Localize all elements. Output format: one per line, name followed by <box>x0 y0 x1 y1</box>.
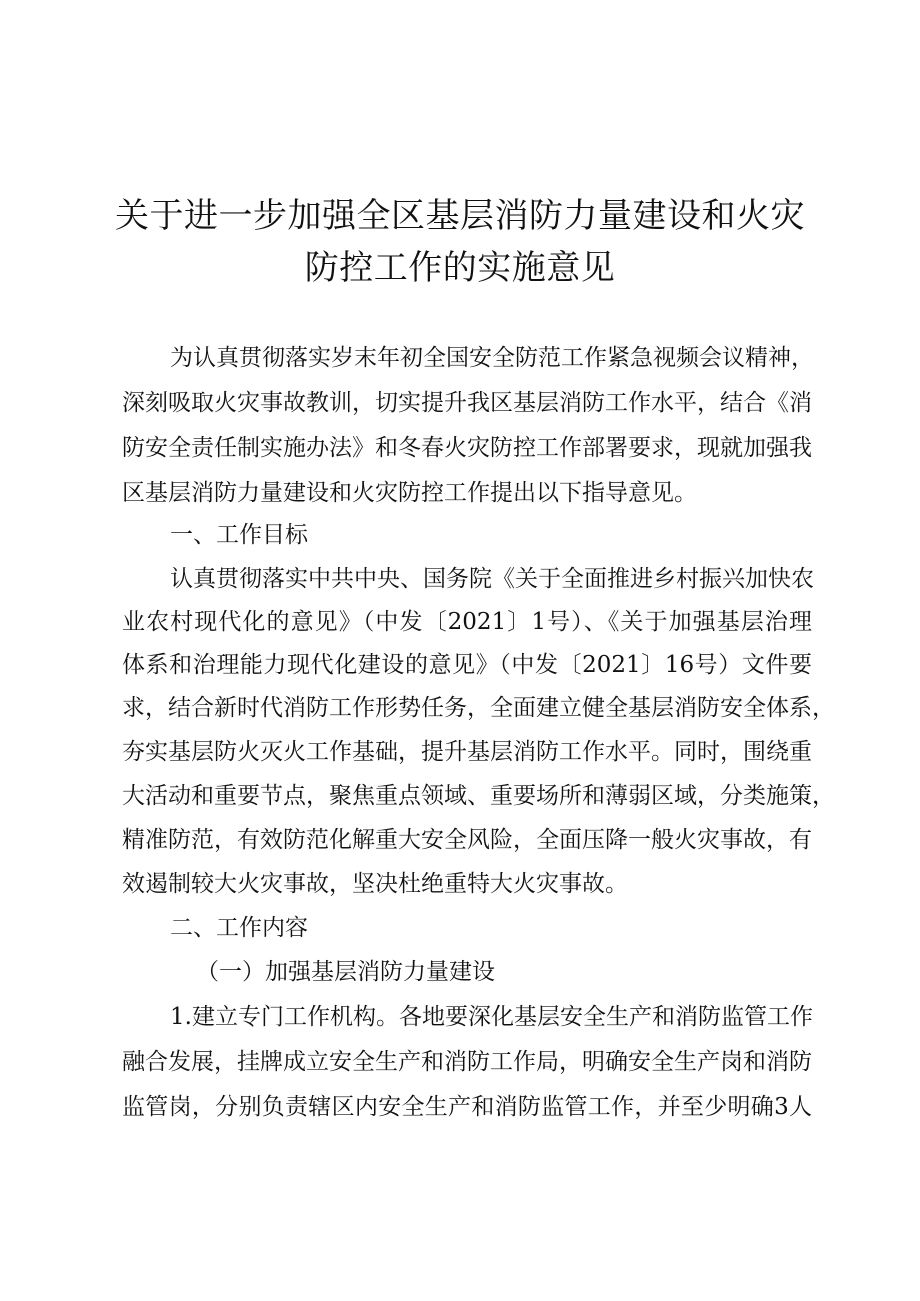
subsection-heading: （一）加强基层消防力量建设 <box>196 959 495 985</box>
intro-paragraph-line: 为认真贯彻落实岁末年初全国安全防范工作紧急视频会议精神， <box>170 345 814 371</box>
intro-paragraph-line: 深刻吸取火灾事故教训，切实提升我区基层消防工作水平，结合《消 <box>122 390 812 416</box>
item1-paragraph-line: 融合发展，挂牌成立安全生产和消防工作局，明确安全生产岗和消防 <box>122 1049 812 1075</box>
section1-paragraph-line: 体系和治理能力现代化建设的意见》（中发〔2021〕16号）文件要 <box>122 652 812 678</box>
section1-paragraph-line: 夯实基层防火灭火工作基础，提升基层消防工作水平。同时，围绕重 <box>122 739 812 765</box>
section1-paragraph-line: 认真贯彻落实中共中央、国务院《关于全面推进乡村振兴加快农 <box>170 566 814 592</box>
section-heading-work-goal: 一、工作目标 <box>170 522 308 548</box>
item1-paragraph-line: 1.建立专门工作机构。各地要深化基层安全生产和消防监管工作 <box>170 1004 813 1030</box>
section1-paragraph-line: 业农村现代化的意见》（中发〔2021〕1号）、《关于加强基层治理 <box>122 609 812 635</box>
section1-paragraph-line: 求，结合新时代消防工作形势任务，全面建立健全基层消防安全体系， <box>122 695 835 721</box>
item1-paragraph-line: 监管岗，分别负责辖区内安全生产和消防监管工作，并至少明确3人 <box>122 1094 812 1120</box>
intro-paragraph-line: 防安全责任制实施办法》和冬春火灾防控工作部署要求，现就加强我 <box>122 435 812 461</box>
section-heading-work-content: 二、工作内容 <box>170 915 308 941</box>
section1-paragraph-line: 大活动和重要节点，聚焦重点领域、重要场所和薄弱区域，分类施策， <box>122 783 835 809</box>
section1-paragraph-line: 效遏制较大火灾事故，坚决杜绝重特大火灾事故。 <box>122 871 628 897</box>
section1-paragraph-line: 精准防范，有效防范化解重大安全风险，全面压降一般火灾事故，有 <box>122 827 812 853</box>
intro-paragraph-line: 区基层消防力量建设和火灾防控工作提出以下指导意见。 <box>122 480 697 506</box>
document-title-line-2: 防控工作的实施意见 <box>304 248 616 288</box>
document-title-line-1: 关于进一步加强全区基层消防力量建设和火灾 <box>115 196 805 236</box>
